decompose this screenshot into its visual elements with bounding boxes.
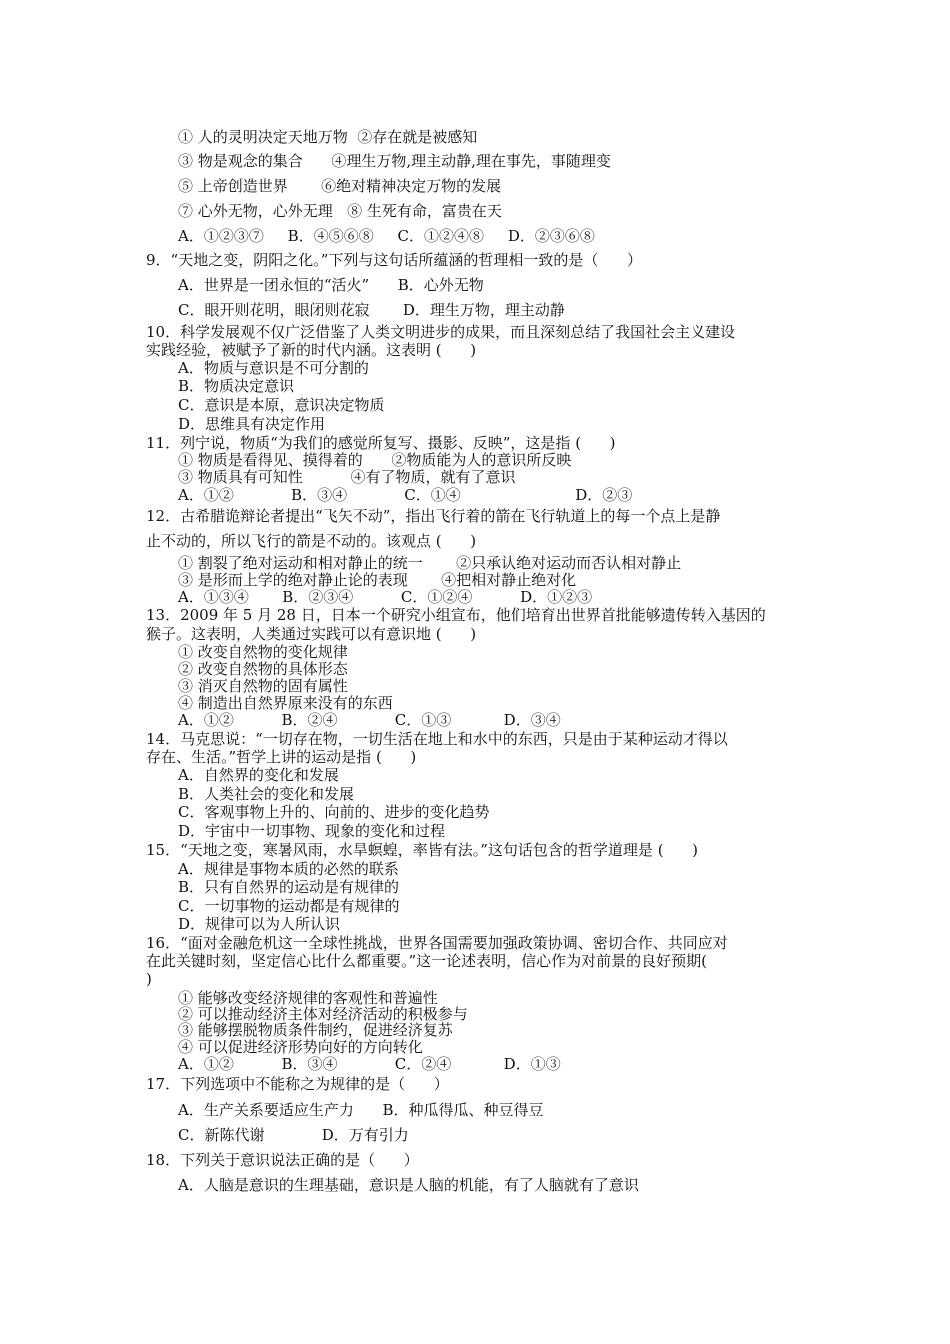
question-9-choices-ab: A．世界是一团永恒的“活火” B．心外无物 xyxy=(178,276,484,294)
question-11-option-1-2: ① 物质是看得见、摸得着的 ②物质能为人的意识所反映 xyxy=(178,451,572,469)
question-11-option-3-4: ③ 物质具有可知性 ④有了物质，就有了意识 xyxy=(178,468,516,486)
question-10-choice-b: B．物质决定意识 xyxy=(178,377,295,395)
question-13-option-4: ④ 制造出自然界原来没有的东西 xyxy=(178,694,393,712)
question-14-choice-d: D．宇宙中一切事物、现象的变化和过程 xyxy=(178,822,446,840)
question-14-choice-a: A．自然界的变化和发展 xyxy=(178,766,339,784)
question-10-choice-c: C．意识是本原，意识决定物质 xyxy=(178,396,385,414)
question-18-stem: 18．下列关于意识说法正确的是（ ） xyxy=(146,1151,419,1169)
question-10-choice-a: A．物质与意识是不可分割的 xyxy=(178,359,369,377)
question-11-choices: A．①② B．③④ C．①④ D．②③ xyxy=(178,486,633,504)
question-12-option-3-4: ③ 是形而上学的绝对静止论的表现 ④把相对静止绝对化 xyxy=(178,571,577,589)
question-16-stem-line-3: ) xyxy=(146,970,152,988)
question-17-choices-cd: C．新陈代谢 D．万有引力 xyxy=(178,1126,409,1144)
question-16-stem-line-2: 在此关键时刻，坚定信心比什么都重要。”这一论述表明，信心作为对前景的良好预期( xyxy=(146,952,708,970)
question-17-choices-ab: A．生产关系要适应生产力 B．种瓜得瓜、种豆得豆 xyxy=(178,1101,544,1119)
question-13-stem-line-1: 13．2009 年 5 月 28 日，日本一个研究小组宣布，他们培育出世界首批能够遗传转入基因的 xyxy=(146,606,766,624)
question-10-stem-line-2: 实践经验，被赋予了新的时代内涵。这表明 ( ) xyxy=(146,341,477,359)
question-14-stem-line-2: 存在、生活。”哲学上讲的运动是指 ( ) xyxy=(146,748,417,766)
question-16-option-3: ③ 能够摆脱物质条件制约，促进经济复苏 xyxy=(178,1021,453,1039)
question-9-stem: 9．“天地之变，阴阳之化。”下列与这句话所蕴涵的哲理相一致的是（ ） xyxy=(146,251,642,269)
question-9-choices-cd: C．眼开则花明，眼闭则花寂 D．理生万物，理主动静 xyxy=(178,301,565,319)
question-11-stem: 11．列宁说，物质“为我们的感觉所复写、摄影、反映”，这是指 ( ) xyxy=(146,434,616,452)
question-13-choices: A．①② B．②④ C．①③ D．③④ xyxy=(178,711,561,729)
question-14-choice-c: C．客观事物上升的、向前的、进步的变化趋势 xyxy=(178,803,490,821)
question-8-option-7-8: ⑦ 心外无物，心外无理 ⑧ 生死有命，富贵在天 xyxy=(178,202,502,220)
question-13-option-1: ① 改变自然物的变化规律 xyxy=(178,643,348,661)
question-16-option-1: ① 能够改变经济规律的客观性和普遍性 xyxy=(178,989,438,1007)
question-15-choice-b: B．只有自然界的运动是有规律的 xyxy=(178,878,400,896)
question-12-stem-line-2: 止不动的，所以飞行的箭是不动的。该观点 ( ) xyxy=(146,532,477,550)
question-13-option-2: ② 改变自然物的具体形态 xyxy=(178,660,348,678)
question-15-choice-a: A．规律是事物本质的必然的联系 xyxy=(178,860,399,878)
question-14-stem-line-1: 14．马克思说：“一切存在物，一切生活在地上和水中的东西，只是由于某种运动才得以 xyxy=(146,730,728,748)
question-16-option-2: ② 可以推动经济主体对经济活动的积极参与 xyxy=(178,1005,468,1023)
question-17-stem: 17．下列选项中不能称之为规律的是（ ） xyxy=(146,1075,449,1093)
question-15-choice-d: D．规律可以为人所认识 xyxy=(178,915,341,933)
question-8-option-3-4: ③ 物是观念的集合 ④理生万物,理主动静,理在事先，事随理变 xyxy=(178,152,611,170)
question-16-stem-line-1: 16．“面对金融危机这一全球性挑战，世界各国需要加强政策协调、密切合作、共同应对 xyxy=(146,934,728,952)
question-16-choices: A．①② B．③④ C．②④ D．①③ xyxy=(178,1055,561,1073)
question-12-stem-line-1: 12．古希腊诡辩论者提出“飞矢不动”，指出飞行着的箭在飞行轨道上的每一个点上是静 xyxy=(146,507,721,525)
question-15-choice-c: C．一切事物的运动都是有规律的 xyxy=(178,897,400,915)
question-8-option-5-6: ⑤ 上帝创造世界 ⑥绝对精神决定万物的发展 xyxy=(178,177,502,195)
question-14-choice-b: B．人类社会的变化和发展 xyxy=(178,785,355,803)
question-15-stem: 15．“天地之变，寒暑风雨，水旱螟蝗，率皆有法。”这句话包含的哲学道理是 ( ) xyxy=(146,841,699,859)
question-16-option-4: ④ 可以促进经济形势向好的方向转化 xyxy=(178,1038,423,1056)
question-10-choice-d: D．思维具有决定作用 xyxy=(178,415,326,433)
question-12-option-1-2: ① 割裂了绝对运动和相对静止的统一 ②只承认绝对运动而否认相对静止 xyxy=(178,554,682,572)
question-18-choice-a: A．人脑是意识的生理基础，意识是人脑的机能，有了人脑就有了意识 xyxy=(178,1176,639,1194)
question-8-choices: A．①②③⑦ B．④⑤⑥⑧ C．①②④⑧ D．②③⑥⑧ xyxy=(178,227,595,245)
question-10-stem-line-1: 10．科学发展观不仅广泛借鉴了人类文明进步的成果，而且深刻总结了我国社会主义建设 xyxy=(146,323,736,341)
question-12-choices: A．①③④ B．②③④ C．①②④ D．①②③ xyxy=(178,588,593,606)
question-13-option-3: ③ 消灭自然物的固有属性 xyxy=(178,677,348,695)
question-13-stem-line-2: 猴子。这表明，人类通过实践可以有意识地 ( ) xyxy=(146,625,477,643)
question-8-option-1-2: ① 人的灵明决定天地万物 ②存在就是被感知 xyxy=(178,128,478,146)
